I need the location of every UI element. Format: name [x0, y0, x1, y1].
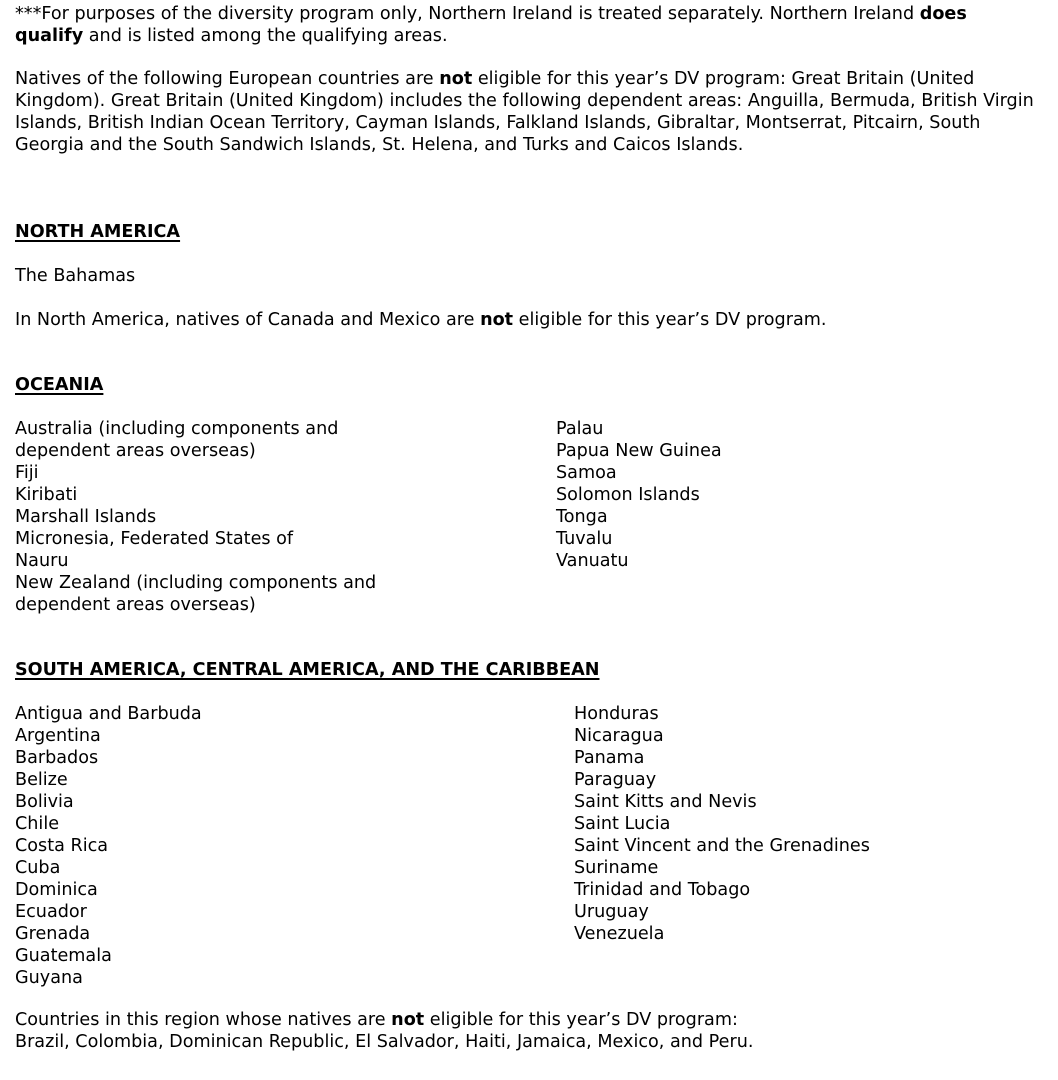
oceania-country: Samoa: [556, 463, 617, 483]
northern-ireland-note-text-1: ***For purposes of the diversity program only, Northern Ireland is treated separately. Northern Ireland: [15, 4, 920, 24]
oceania-country: Marshall Islands: [15, 507, 157, 527]
north-america-note-bold: not: [480, 310, 514, 330]
scac-not-eligible-note: [15, 1009, 1015, 1053]
north-america-country: The Bahamas: [15, 266, 136, 286]
scac-country: Saint Vincent and the Grenadines: [574, 836, 870, 856]
scac-country: Honduras: [574, 704, 659, 724]
scac-right-column: [574, 703, 994, 945]
oceania-right-column: [556, 418, 856, 572]
scac-country: Paraguay: [574, 770, 657, 790]
scac-country: Suriname: [574, 858, 659, 878]
scac-country: Saint Lucia: [574, 814, 671, 834]
scac-country: Chile: [15, 814, 60, 834]
scac-country: Uruguay: [574, 902, 649, 922]
oceania-country: New Zealand (including components and dependent areas overseas): [15, 573, 377, 615]
scac-country: Saint Kitts and Nevis: [574, 792, 757, 812]
scac-country: Costa Rica: [15, 836, 109, 856]
oceania-country: Nauru: [15, 551, 69, 571]
scac-country: Bolivia: [15, 792, 74, 812]
northern-ireland-note-text-2: and is listed among the qualifying areas.: [83, 26, 448, 46]
oceania-country: Solomon Islands: [556, 485, 700, 505]
oceania-left-column: [15, 418, 405, 616]
scac-note-bold: not: [391, 1010, 425, 1030]
scac-left-column: [15, 703, 415, 989]
europe-note-text-2: eligible for this year’s DV program: Great Britain (United Kingdom). Great Britain (United Kingdom) includes the following dependent areas: Anguilla, Bermuda, British Virgin Islands, British Indian Ocean Territory, Cayman Islands, Falkland Islands, Gibraltar, Montserrat, Pitcairn, South Georgia and the South Sandwich Islands, St. Helena, and Turks and Caicos Islands.: [15, 69, 1034, 155]
scac-country: Dominica: [15, 880, 98, 900]
northern-ireland-note: [15, 3, 1015, 47]
scac-note-text-1: Countries in this region whose natives are: [15, 1010, 392, 1030]
oceania-country: Fiji: [15, 463, 39, 483]
oceania-heading: OCEANIA: [15, 375, 104, 395]
oceania-country: Tonga: [556, 507, 608, 527]
europe-note-text-1: Natives of the following European countries are: [15, 69, 440, 89]
north-america-note-text-1: In North America, natives of Canada and Mexico are: [15, 310, 481, 330]
oceania-country: Papua New Guinea: [556, 441, 722, 461]
scac-country: Ecuador: [15, 902, 87, 922]
scac-country: Guyana: [15, 968, 83, 988]
scac-note-text-2: eligible for this year’s DV program:: [424, 1010, 738, 1030]
scac-country: Nicaragua: [574, 726, 664, 746]
scac-country: Guatemala: [15, 946, 112, 966]
scac-not-eligible-list: Brazil, Colombia, Dominican Republic, El Salvador, Haiti, Jamaica, Mexico, and Peru.: [15, 1032, 754, 1052]
europe-not-eligible-paragraph: [15, 68, 1045, 156]
europe-note-bold: not: [439, 69, 473, 89]
scac-country: Venezuela: [574, 924, 665, 944]
scac-country: Cuba: [15, 858, 61, 878]
oceania-country: Palau: [556, 419, 604, 439]
oceania-country: Kiribati: [15, 485, 78, 505]
oceania-country: Vanuatu: [556, 551, 629, 571]
north-america-note-text-2: eligible for this year’s DV program.: [513, 310, 827, 330]
north-america-note: [15, 309, 1015, 331]
scac-country: Belize: [15, 770, 68, 790]
scac-country: Argentina: [15, 726, 101, 746]
south-central-america-caribbean-heading: SOUTH AMERICA, CENTRAL AMERICA, AND THE CARIBBEAN: [15, 660, 600, 680]
northern-ireland-note-bold: does qualify: [15, 4, 967, 46]
scac-country: Antigua and Barbuda: [15, 704, 202, 724]
scac-country: Barbados: [15, 748, 99, 768]
scac-country: Trinidad and Tobago: [574, 880, 751, 900]
oceania-country: Tuvalu: [556, 529, 613, 549]
oceania-country: Micronesia, Federated States of: [15, 529, 294, 549]
scac-country: Panama: [574, 748, 645, 768]
north-america-heading: NORTH AMERICA: [15, 222, 181, 242]
oceania-country: Australia (including components and dependent areas overseas): [15, 419, 339, 461]
scac-country: Grenada: [15, 924, 91, 944]
